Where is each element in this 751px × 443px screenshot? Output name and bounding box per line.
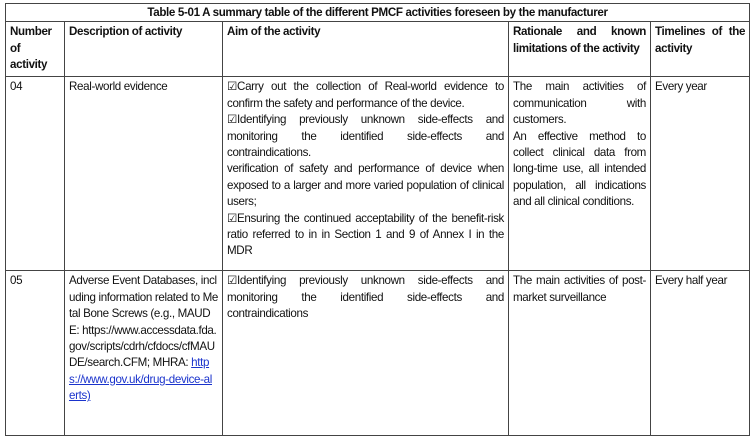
aim-item: ☑Identifying previously unknown side-effects and monitoring the identified side-effects and contraindications bbox=[227, 274, 504, 321]
rationale-item: The main activities of communication with customers. bbox=[513, 80, 646, 127]
activity-timeline: Every half year bbox=[651, 271, 750, 436]
mhra-link[interactable]: https://www.gov.uk/drug-device-alerts) bbox=[69, 356, 212, 403]
activity-description: Real-world evidence bbox=[65, 77, 223, 271]
table-row bbox=[6, 271, 750, 436]
header-rationale: Rationale and known limitations of the activity bbox=[509, 22, 651, 77]
table-row bbox=[6, 77, 750, 271]
rationale-item: The main activities of post-market surveillance bbox=[513, 274, 646, 304]
activity-number: 05 bbox=[6, 271, 65, 436]
aim-item: ☑Carry out the collection of Real-world evidence to confirm the safety and performance of the device. bbox=[227, 80, 504, 110]
activity-aim bbox=[223, 271, 509, 436]
table-title-row bbox=[6, 4, 750, 22]
activity-rationale bbox=[509, 271, 651, 436]
pmcf-summary-table bbox=[5, 3, 750, 436]
aim-item: ☑Identifying previously unknown side-effects and monitoring the identified side-effects and contraindications. bbox=[227, 113, 504, 160]
table-title: Table 5-01 A summary table of the different PMCF activities foreseen by the manufacturer bbox=[6, 4, 750, 22]
activity-number: 04 bbox=[6, 77, 65, 271]
header-description: Description of activity bbox=[65, 22, 223, 77]
activity-rationale bbox=[509, 77, 651, 271]
activity-description bbox=[65, 271, 223, 436]
aim-item: verification of safety and performance of device when exposed to a larger and more varied population of clinical users; bbox=[227, 162, 504, 209]
activity-aim bbox=[223, 77, 509, 271]
header-aim: Aim of the activity bbox=[223, 22, 509, 77]
rationale-item: An effective method to collect clinical data from long-time use, all intended population, all indications and all clinical conditions. bbox=[513, 129, 646, 209]
header-timeline: Timelines of the activity bbox=[651, 22, 750, 77]
activity-timeline: Every year bbox=[651, 77, 750, 271]
description-text: Adverse Event Databases, including information related to Metal Bone Screws (e.g., MAUDE: https://www.accessdata.fda.gov/scripts/cdrh/cfdocs/cfMAUDE/search.CFM; MHRA: bbox=[69, 274, 218, 370]
aim-item: ☑Ensuring the continued acceptability of the benefit-risk ratio referred to in in Section 1 and 9 of Annex I in the MDR bbox=[227, 211, 504, 258]
header-row bbox=[6, 22, 750, 77]
header-number: Number of activity bbox=[6, 22, 65, 77]
